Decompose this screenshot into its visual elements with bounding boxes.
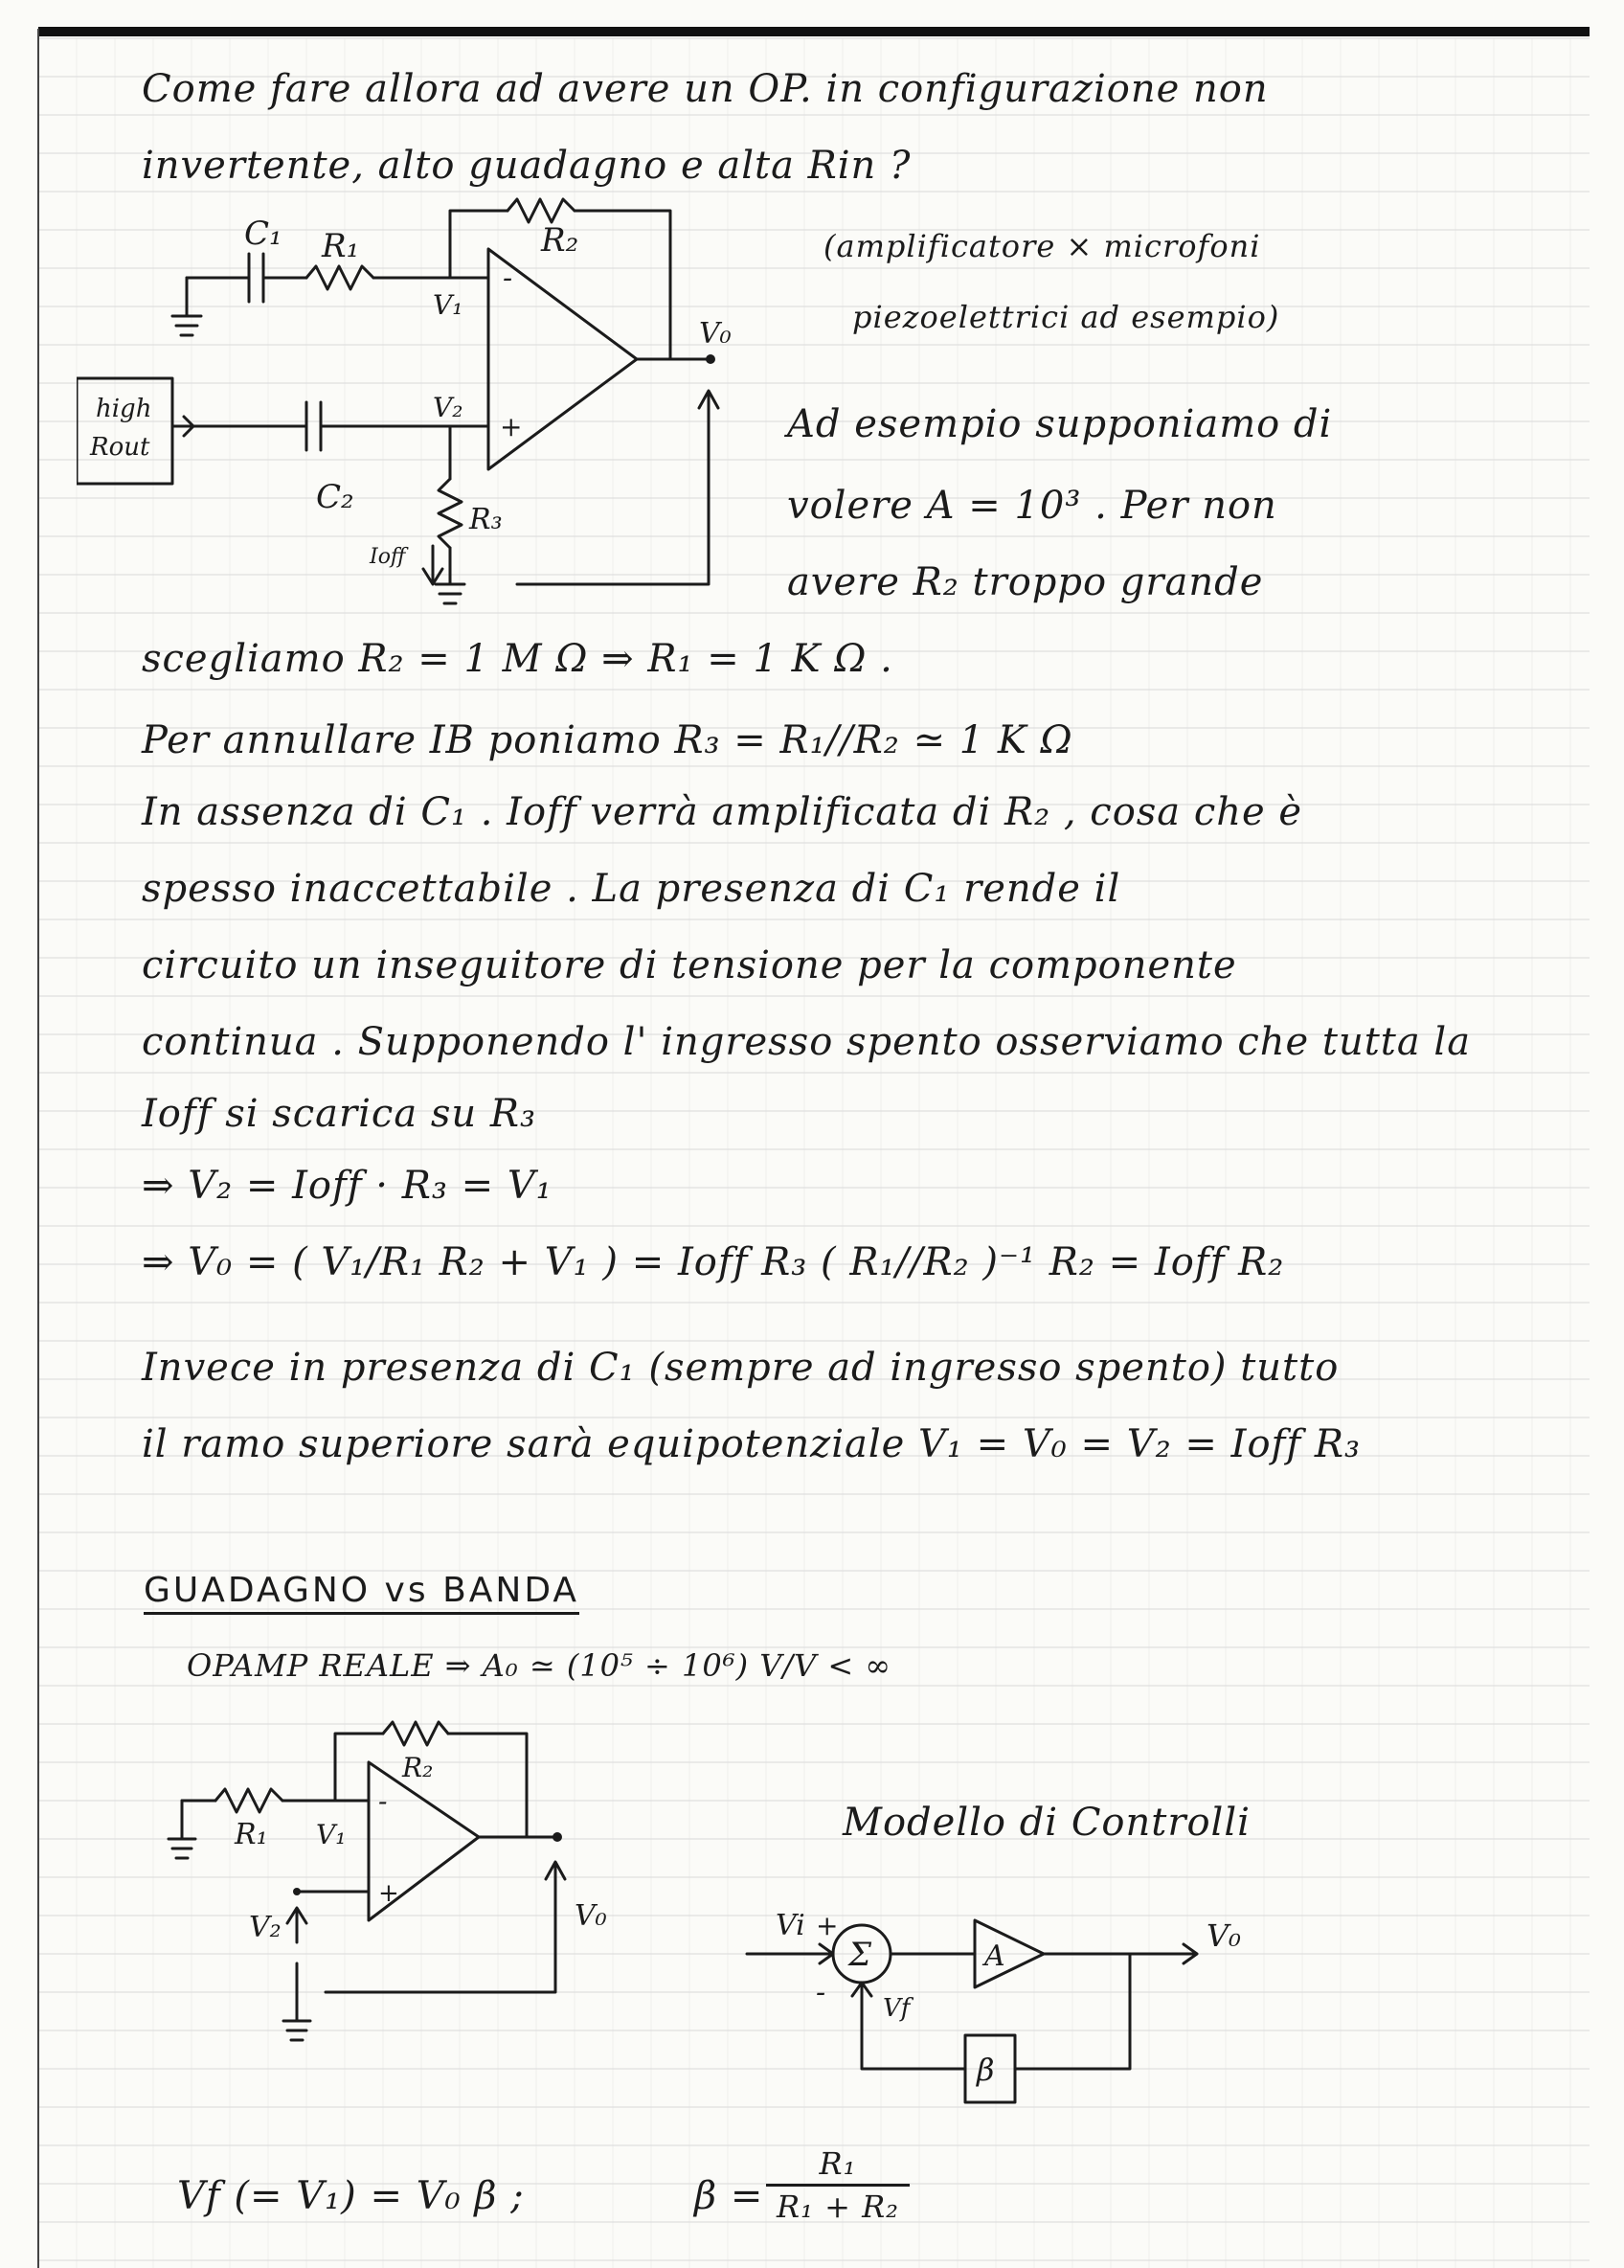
plus-input: + — [500, 411, 523, 442]
r3-label: R₃ — [469, 503, 503, 536]
fraction-denominator: R₁ + R₂ — [777, 2189, 899, 2225]
equation-2: ⇒ V₀ = ( V₁/R₁ R₂ + V₁ ) = Ioff R₃ ( R₁//R₂ )⁻¹ R₂ = Ioff R₂ — [142, 1240, 1285, 1284]
opamp-real-line: OPAMP REALE ⇒ A₀ ≃ (10⁵ ÷ 10⁶) V/V < ∞ — [187, 1647, 892, 1684]
body-line-8: Invece in presenza di C₁ (sempre ad ingresso spento) tutto — [142, 1346, 1340, 1390]
body-line-4: spesso inaccettabile . La presenza di C₁ rende il — [142, 867, 1121, 911]
side-note-2: piezoelettrici ad esempio) — [852, 299, 1280, 335]
r1-label: R₁ — [322, 227, 360, 265]
c1-label: C₁ — [244, 215, 282, 253]
example-line-1: Ad esempio supponiamo di — [787, 402, 1333, 446]
c2-plus: + — [378, 1879, 399, 1908]
example-line-3: avere R₂ troppo grande — [787, 560, 1264, 604]
c2-v2-label: V₂ — [249, 1911, 282, 1944]
block-vf: Vf — [883, 1994, 911, 2023]
section-title: GUADAGNO vs BANDA — [144, 1571, 579, 1615]
intro-line-1: Come fare allora ad avere un OP. in configurazione non — [142, 67, 1269, 111]
side-note-1: (amplificatore × microfoni — [823, 228, 1261, 264]
beta-lhs: β = — [694, 2174, 764, 2218]
feedback-equation: Vf (= V₁) = V₀ β ; — [177, 2174, 525, 2218]
c2-vo-label: V₀ — [575, 1899, 607, 1933]
minus-input: - — [503, 261, 513, 295]
source-line-1: high — [96, 395, 152, 423]
body-line-9: il ramo superiore sarà equipotenziale V₁ = V₀ = V₂ = Ioff R₃ — [142, 1422, 1362, 1466]
body-line-1: scegliamo R₂ = 1 M Ω ⇒ R₁ = 1 K Ω . — [142, 637, 893, 681]
block-minus: - — [816, 1976, 826, 2009]
c2-r1-label: R₁ — [235, 1818, 268, 1851]
block-plus: + — [816, 1910, 839, 1941]
body-line-2: Per annullare IB poniamo R₃ = R₁//R₂ ≃ 1 K Ω — [142, 718, 1073, 762]
beta-fraction — [766, 2145, 910, 2225]
vo-label: V₀ — [699, 317, 732, 351]
example-line-2: volere A = 10³ . Per non — [787, 484, 1277, 528]
c2-label: C₂ — [316, 478, 354, 516]
circuit-noninverting-ac — [77, 172, 843, 632]
body-line-6: continua . Supponendo l' ingresso spento osserviamo che tutta la — [142, 1020, 1472, 1064]
circuit-inverting-gain — [163, 1705, 622, 2069]
fraction-bar — [766, 2184, 910, 2187]
block-vi: Vi — [776, 1909, 805, 1942]
c2-minus: - — [378, 1785, 388, 1817]
block-vo: V₀ — [1207, 1917, 1241, 1954]
body-line-5: circuito un inseguitore di tensione per la componente — [142, 943, 1237, 987]
block-gain-a: A — [984, 1939, 1005, 1973]
block-sigma: Σ — [848, 1936, 872, 1974]
body-line-3: In assenza di C₁ . Ioff verrà amplificata di R₂ , cosa che è — [142, 790, 1303, 834]
fraction-numerator: R₁ — [819, 2145, 857, 2182]
c2-v1-label: V₁ — [316, 1819, 347, 1850]
equation-1: ⇒ V₂ = Ioff · R₃ = V₁ — [142, 1164, 553, 1208]
c2-r2-label: R₂ — [402, 1752, 434, 1783]
source-line-2: Rout — [90, 433, 150, 462]
r2-label: R₂ — [541, 221, 579, 260]
block-beta: β — [977, 2052, 995, 2088]
control-block-diagram — [737, 1839, 1274, 2126]
body-line-7: Ioff si scarica su R₃ — [142, 1092, 537, 1136]
v2-label: V₂ — [433, 392, 463, 423]
model-title: Modello di Controlli — [843, 1801, 1251, 1845]
v1-label: V₁ — [433, 289, 463, 321]
intro-line-2: invertente, alto guadagno e alta Rin ? — [142, 144, 912, 188]
ioff-label: Ioff — [370, 545, 406, 569]
